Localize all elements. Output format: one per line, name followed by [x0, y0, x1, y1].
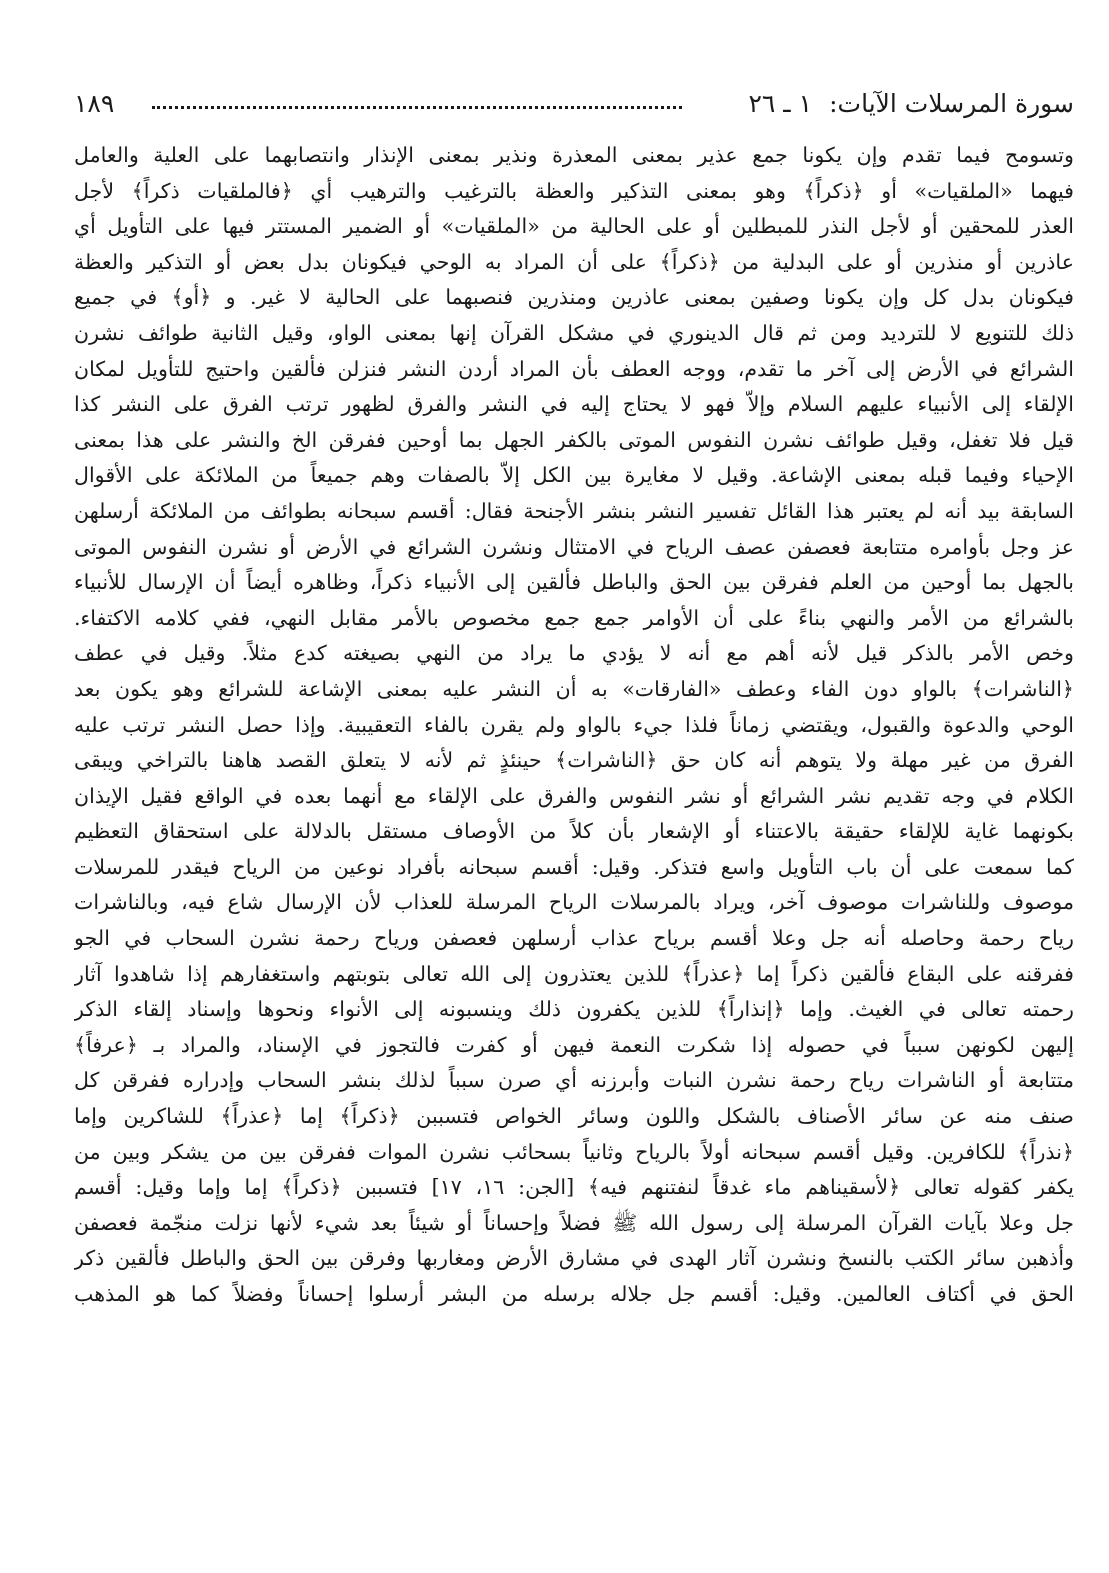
dotted-leader: [152, 106, 682, 109]
text-line: ففرقنه على البقاع فألقين ذكراً إما ﴿عذراً﴾ للذين يعتذرون إلى الله تعالى بتوبتهم واستغفارهم إذا شاهدوا آثار: [74, 961, 1074, 986]
text-line: الشرائع في الأرض إلى آخر ما تقدم، ووجه العطف بأن المراد أردن النشر فنزلن فألقين واحتيج للتأويل لمكان: [74, 356, 1074, 381]
text-line: الوحي والدعوة والقبول، ويقتضي زماناً فلذا جيء بالواو ولم يقرن بالفاء التعقيبية. وإذا حصل النشر ترتب عليه: [74, 712, 1074, 737]
text-line: السابقة بيد أنه لم يعتبر هذا القائل تفسير النشر بنشر الأجنحة فقال: أقسم سبحانه بطوائف من الملائكة أرسلهن: [74, 498, 1074, 523]
text-line: قيل فلا تغفل، وقيل طوائف نشرن النفوس الموتى بالكفر الجهل بما أوحين ففرقن الخ والنشر على هذا بمعنى: [74, 427, 1074, 452]
text-line: عاذرين أو منذرين أو على البدلية من ﴿ذكراً﴾ على أن المراد به الوحي فيكونان بدل بعض أو التذكير والعظة: [74, 249, 1074, 274]
verse-range: ١ ـ ٢٦: [748, 89, 812, 118]
text-line: بكونهما غاية للإلقاء حقيقة بالاعتناء أو الإشعار بأن كلاً من الأوصاف مستقل بالدلالة على استحقاق التعظيم: [74, 819, 1074, 844]
body-text: [74, 138, 1074, 1313]
text-line: ذلك للتنويع لا للترديد ومن ثم قال الدينوري في مشكل القرآن إنها بمعنى الواو، وقيل الثانية طوائف نشرن: [74, 320, 1074, 345]
text-line: بالجهل بما أوحين من العلم ففرقن بين الحق والباطل فألقين إلى الأنبياء ذكراً، وظاهره أيضاً أن الإرسال للأنبياء: [74, 570, 1074, 595]
text-line: صنف منه عن سائر الأصناف بالشكل واللون وسائر الخواص فتسببن ﴿ذكراً﴾ إما ﴿عذراً﴾ للشاكرين وإما: [74, 1104, 1074, 1129]
text-line: فيهما «الملقيات» أو ﴿ذكراً﴾ وهو بمعنى التذكير والعظة بالترغيب والترهيب أي ﴿فالملقيات ذكراً﴾ لأجل: [74, 178, 1074, 203]
text-line: فيكونان بدل كل وإن يكونا وصفين بمعنى عاذرين ومنذرين فنصبهما على الحالية لا غير. و ﴿أو﴾ في جميع: [74, 285, 1074, 310]
surah-title: سورة المرسلات الآيات:: [829, 89, 1074, 118]
book-page: [74, 78, 1074, 1548]
text-line: رياح رحمة وحاصله أنه جل وعلا أقسم برياح عذاب أرسلهن فعصفن ورياح رحمة نشرن السحاب في الجو: [74, 926, 1074, 951]
running-header: [74, 78, 1074, 130]
text-line: وخص الأمر بالذكر قيل لأنه أهم مع أنه لا يؤدي ما يراد من النهي بصيغته كدع مثلاً. وقيل في عطف: [74, 641, 1074, 666]
text-line: الحق في أكتاف العالمين. وقيل: أقسم جل جلاله برسله من البشر أرسلوا إحساناً وفضلاً كما هو المذهب: [74, 1282, 1074, 1306]
text-line: وأذهبن سائر الكتب بالنسخ ونشرن آثار الهدى في مشارق الأرض ومغاربها وفرقن بين الحق والباطل فألقين ذكر: [74, 1246, 1074, 1271]
text-line: يكفر كقوله تعالى ﴿لأسقيناهم ماء غدقاً لنفتنهم فيه﴾ [الجن: ١٦، ١٧] فتسببن ﴿ذكراً﴾ إما وإما وقيل: أقسم: [74, 1175, 1074, 1200]
text-line: جل وعلا بآيات القرآن المرسلة إلى رسول الله ﷺ فضلاً وإحساناً أو شيئاً بعد شيء لأنها نزلت منجّمة فعصفن: [74, 1210, 1074, 1235]
text-line: موصوف وللناشرات موصوف آخر، ويراد بالمرسلات الرياح المرسلة للعذاب لأن الإرسال شاع فيه، وبالناشرات: [74, 890, 1074, 915]
text-line: رحمته تعالى في الغيث. وإما ﴿إنذاراً﴾ للذين يكفرون ذلك وينسبونه إلى الأنواء ونحوها وإسناد إلقاء الذكر: [74, 997, 1074, 1022]
text-line: متتابعة أو الناشرات رياح رحمة نشرن النبات وأبرزنه أي صرن سبباً لذلك بنشر السحاب وإدراره ففرقن كل: [74, 1068, 1074, 1093]
text-line: إليهن لكونهن سبباً في حصوله إذا شكرت النعمة فيهن أو كفرت فالتجوز في الإسناد، والمراد بـ ﴿عرفاً﴾: [74, 1032, 1074, 1057]
text-line: كما سمعت على أن باب التأويل واسع فتذكر. وقيل: أقسم سبحانه بأفراد نوعين من الرياح فيقدر للمرسلات: [74, 854, 1074, 879]
text-line: العذر للمحقين أو لأجل النذر للمبطلين أو على الحالية من «الملقيات» أو الضمير المستتر فيها على التأويل أي: [74, 214, 1074, 239]
text-line: الفرق من غير مهلة ولا يتوهم أنه كان حق ﴿الناشرات﴾ حينئذٍ ثم لأنه لا يتعلق القصد هاهنا بالتراخي ويبقى: [74, 748, 1074, 773]
text-line: الكلام في وجه تقديم نشر الشرائع أو نشر النفوس والفرق على الإلقاء مع أنهما بعده في الواقع فقيل الإيذان: [74, 783, 1074, 808]
text-line: ﴿الناشرات﴾ بالواو دون الفاء وعطف «الفارقات» به أن النشر عليه بمعنى الإشاعة للشرائع وهو يكون بعد: [74, 676, 1074, 701]
text-line: وتسومح فيما تقدم وإن يكونا جمع عذير بمعنى المعذرة ونذير بمعنى الإنذار وانتصابهما على العلية والعامل: [74, 143, 1074, 167]
text-line: عز وجل بأوامره متتابعة فعصفن عصف الرياح في الامتثال ونشرن الشرائع في الأرض أو نشرن النفوس الموتى: [74, 534, 1074, 559]
text-line: الإلقاء إلى الأنبياء عليهم السلام وإلاّ فهو لا يحتاج إليه في النشر والفرق لظهور ترتب الفرق على النشر كذا: [74, 392, 1074, 417]
text-line: الإحياء وفيما قبله بمعنى الإشاعة. وقيل لا مغايرة بين الكل إلاّ بالصفات وهم جميعاً من الملائكة على الأقوال: [74, 463, 1074, 488]
text-line: بالشرائع من الأمر والنهي بناءً على أن الأوامر جمع جمع مخصوص بالأمر مقابل النهي، ففي كلامه الاكتفاء.: [74, 605, 1074, 630]
page-number: ١٨٩: [74, 89, 115, 118]
text-line: ﴿نذراً﴾ للكافرين. وقيل أقسم سبحانه أولاً بالرياح وثانياً بسحائب نشرن الموات ففرقن بين من يشكر وبين من: [74, 1139, 1074, 1164]
